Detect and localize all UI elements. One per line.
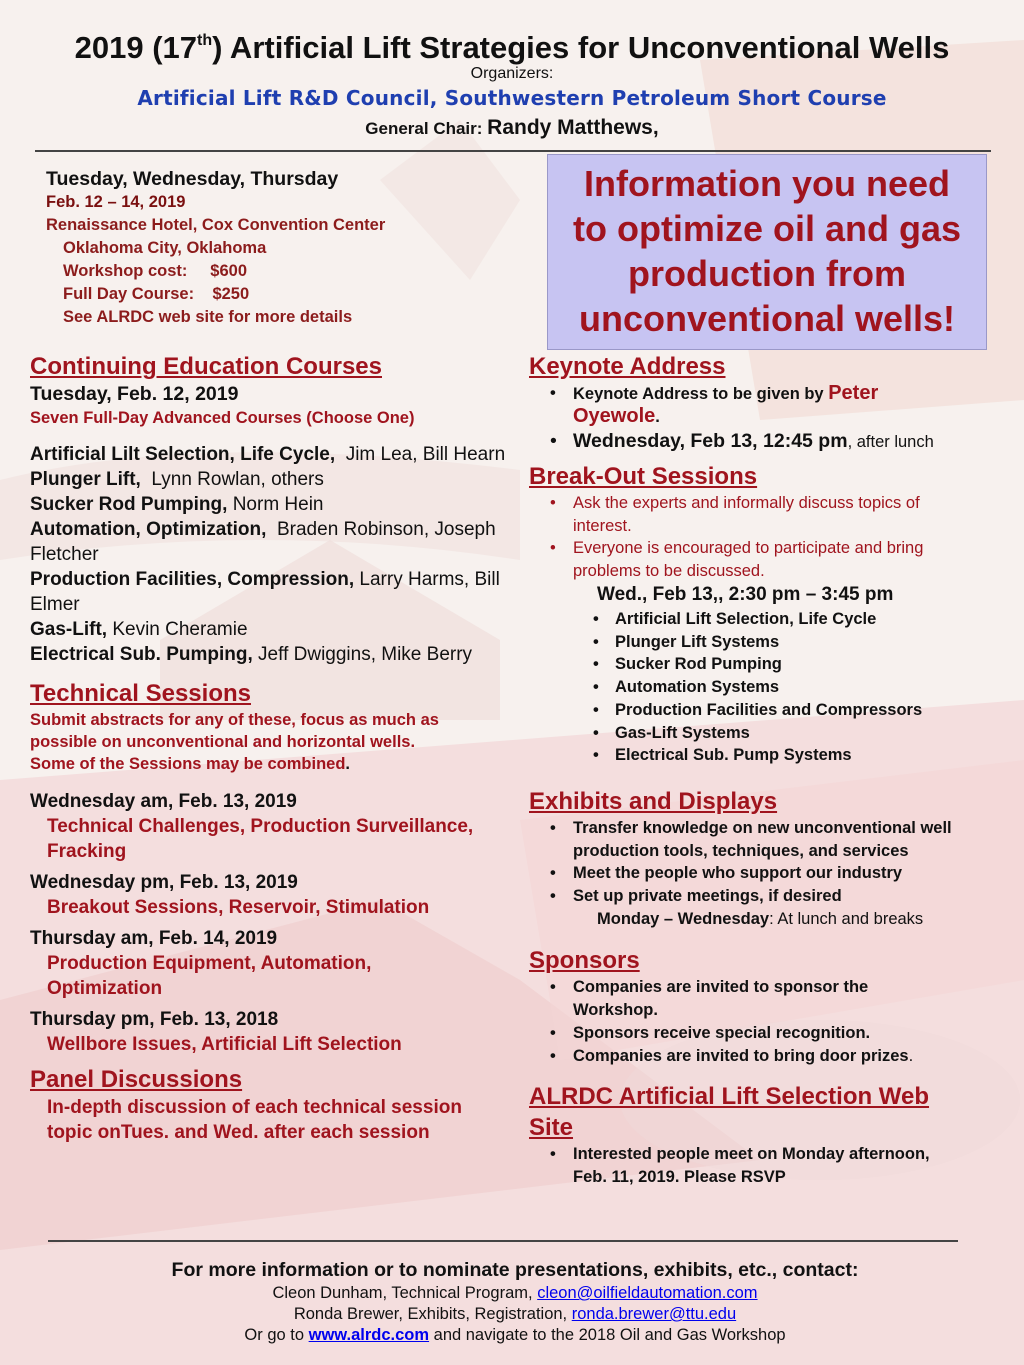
breakout-topic: • Sucker Rod Pumping xyxy=(529,653,1014,676)
highlight-line: to optimize oil and gas xyxy=(572,208,962,249)
course-item: Sucker Rod Pumping, Norm Hein xyxy=(30,494,324,515)
keynote-item: • Keynote Address to be given by Peter Oyewole. xyxy=(529,382,1014,428)
breakout-topic: • Artificial Lift Selection, Life Cycle xyxy=(529,608,1014,631)
breakout-topic: • Electrical Sub. Pump Systems xyxy=(529,744,1014,767)
technical-desc: Submit abstracts for any of these, focus as much as possible on unconventional and horizontal wells. Some of the Sessions may be combined. xyxy=(30,711,439,773)
breakout-heading: Break-Out Sessions xyxy=(529,463,758,490)
panel-heading: Panel Discussions xyxy=(30,1066,243,1093)
session-when: Thursday am, Feb. 14, 2019 xyxy=(30,928,278,949)
technical-heading: Technical Sessions xyxy=(30,680,251,707)
course-item: Automation, Optimization, Braden Robinson, Joseph Fletcher xyxy=(30,519,501,565)
see-website-note: See ALRDC web site for more details xyxy=(63,308,353,326)
sponsors-item: • Companies are invited to sponsor the Workshop. xyxy=(529,976,1014,1021)
breakout-topic: • Automation Systems xyxy=(529,676,1014,699)
session-block xyxy=(30,870,520,920)
full-day-cost: Full Day Course: $250 xyxy=(63,285,250,303)
workshop-cost: Workshop cost: $600 xyxy=(63,262,247,280)
highlight-line: unconventional wells! xyxy=(578,298,956,339)
highlight-box xyxy=(547,154,987,350)
organizers-label: Organizers: xyxy=(470,65,554,82)
sponsors-heading: Sponsors xyxy=(529,947,640,975)
sponsors-list xyxy=(529,976,1014,1067)
course-item: Gas-Lift, Kevin Cheramie xyxy=(30,619,248,640)
right-column xyxy=(529,352,1014,1188)
alrdc-website-link[interactable]: www.alrdc.com xyxy=(308,1326,430,1344)
contact-ronda: Ronda Brewer, Exhibits, Registration, ronda.brewer@ttu.edu xyxy=(293,1305,737,1323)
highlight-line: production from xyxy=(628,253,906,294)
session-block xyxy=(30,926,520,1001)
event-venue: Renaissance Hotel, Cox Convention Center xyxy=(46,216,386,234)
breakout-list xyxy=(529,492,1014,582)
general-chair: General Chair: Randy Matthews, xyxy=(365,116,659,139)
event-info xyxy=(46,167,385,329)
breakout-topic: • Plunger Lift Systems xyxy=(529,631,1014,654)
exhibits-item: • Set up private meetings, if desired Monday – Wednesday: At lunch and breaks xyxy=(529,885,1014,930)
exhibits-heading: Exhibits and Displays xyxy=(529,787,778,815)
keynote-list xyxy=(529,382,1014,456)
cleon-email-link[interactable]: cleon@oilfieldautomation.com xyxy=(537,1284,758,1302)
bottom-divider xyxy=(48,1240,958,1242)
session-topics: Production Equipment, Automation, Optimization xyxy=(47,953,372,999)
website-item: • Interested people meet on Monday afternoon, Feb. 11, 2019. Please RSVP xyxy=(529,1143,1014,1188)
breakout-when: Wed., Feb 13,, 2:30 pm – 3:45 pm xyxy=(597,584,894,605)
breakout-topics xyxy=(529,608,1014,767)
left-column xyxy=(30,352,520,1145)
organizers: Artificial Lift R&D Council, Southwestern Petroleum Short Course xyxy=(137,86,887,110)
session-topics: Technical Challenges, Production Surveillance, Fracking xyxy=(47,816,474,862)
event-dates: Feb. 12 – 14, 2019 xyxy=(46,193,186,211)
breakout-topic: • Gas-Lift Systems xyxy=(529,722,1014,745)
session-when: Wednesday pm, Feb. 13, 2019 xyxy=(30,872,298,893)
sponsors-item: • Sponsors receive special recognition. xyxy=(529,1022,1014,1045)
sponsors-item: • Companies are invited to bring door prizes. xyxy=(529,1045,1014,1068)
keynote-heading: Keynote Address xyxy=(529,353,726,380)
session-when: Thursday pm, Feb. 13, 2018 xyxy=(30,1009,279,1030)
footer xyxy=(0,1258,1024,1346)
breakout-item: • Ask the experts and informally discuss topics of interest. xyxy=(529,492,1014,537)
session-topics: Breakout Sessions, Reservoir, Stimulation xyxy=(47,897,430,918)
event-days: Tuesday, Wednesday, Thursday xyxy=(46,168,339,190)
course-item: Electrical Sub. Pumping, Jeff Dwiggins, Mike Berry xyxy=(30,644,473,665)
breakout-item: • Everyone is encouraged to participate and bring problems to be discussed. xyxy=(529,537,1014,582)
page-title: 2019 (17th) Artificial Lift Strategies for Unconventional Wells xyxy=(74,30,950,65)
highlight-line: Information you need xyxy=(583,163,950,204)
session-block xyxy=(30,789,520,864)
footer-headline: For more information or to nominate presentations, exhibits, etc., contact: xyxy=(171,1259,859,1281)
courses-heading: Continuing Education Courses xyxy=(30,353,382,380)
session-topics: Wellbore Issues, Artificial Lift Selection xyxy=(47,1034,402,1055)
website-heading: ALRDC Artificial Lift Selection Web Site xyxy=(529,1083,930,1142)
exhibits-item: • Transfer knowledge on new unconventional well production tools, techniques, and services xyxy=(529,817,1014,862)
event-city: Oklahoma City, Oklahoma xyxy=(63,239,267,257)
session-block xyxy=(30,1007,520,1057)
exhibits-item: • Meet the people who support our industry xyxy=(529,862,1014,885)
course-item: Plunger Lift, Lynn Rowlan, others xyxy=(30,469,324,490)
courses-date: Tuesday, Feb. 12, 2019 xyxy=(30,383,239,405)
website-list xyxy=(529,1143,1014,1188)
panel-desc: In-depth discussion of each technical session topic onTues. and Wed. after each session xyxy=(47,1097,462,1143)
course-list xyxy=(30,442,520,667)
course-item: Production Facilities, Compression, Larry Harms, Bill Elmer xyxy=(30,569,506,615)
session-when: Wednesday am, Feb. 13, 2019 xyxy=(30,791,297,812)
courses-subtitle: Seven Full-Day Advanced Courses (Choose One) xyxy=(30,409,415,427)
contact-cleon: Cleon Dunham, Technical Program, cleon@oilfieldautomation.com xyxy=(272,1284,758,1302)
top-divider xyxy=(35,150,991,152)
exhibits-list xyxy=(529,817,1014,931)
course-item: Artificial Lilt Selection, Life Cycle, Jim Lea, Bill Hearn xyxy=(30,444,506,465)
website-line: Or go to www.alrdc.com and navigate to the 2018 Oil and Gas Workshop xyxy=(244,1326,786,1344)
keynote-item: • Wednesday, Feb 13, 12:45 pm, after lunch xyxy=(529,428,1014,456)
breakout-topic: • Production Facilities and Compressors xyxy=(529,699,1014,722)
ronda-email-link[interactable]: ronda.brewer@ttu.edu xyxy=(571,1305,737,1323)
